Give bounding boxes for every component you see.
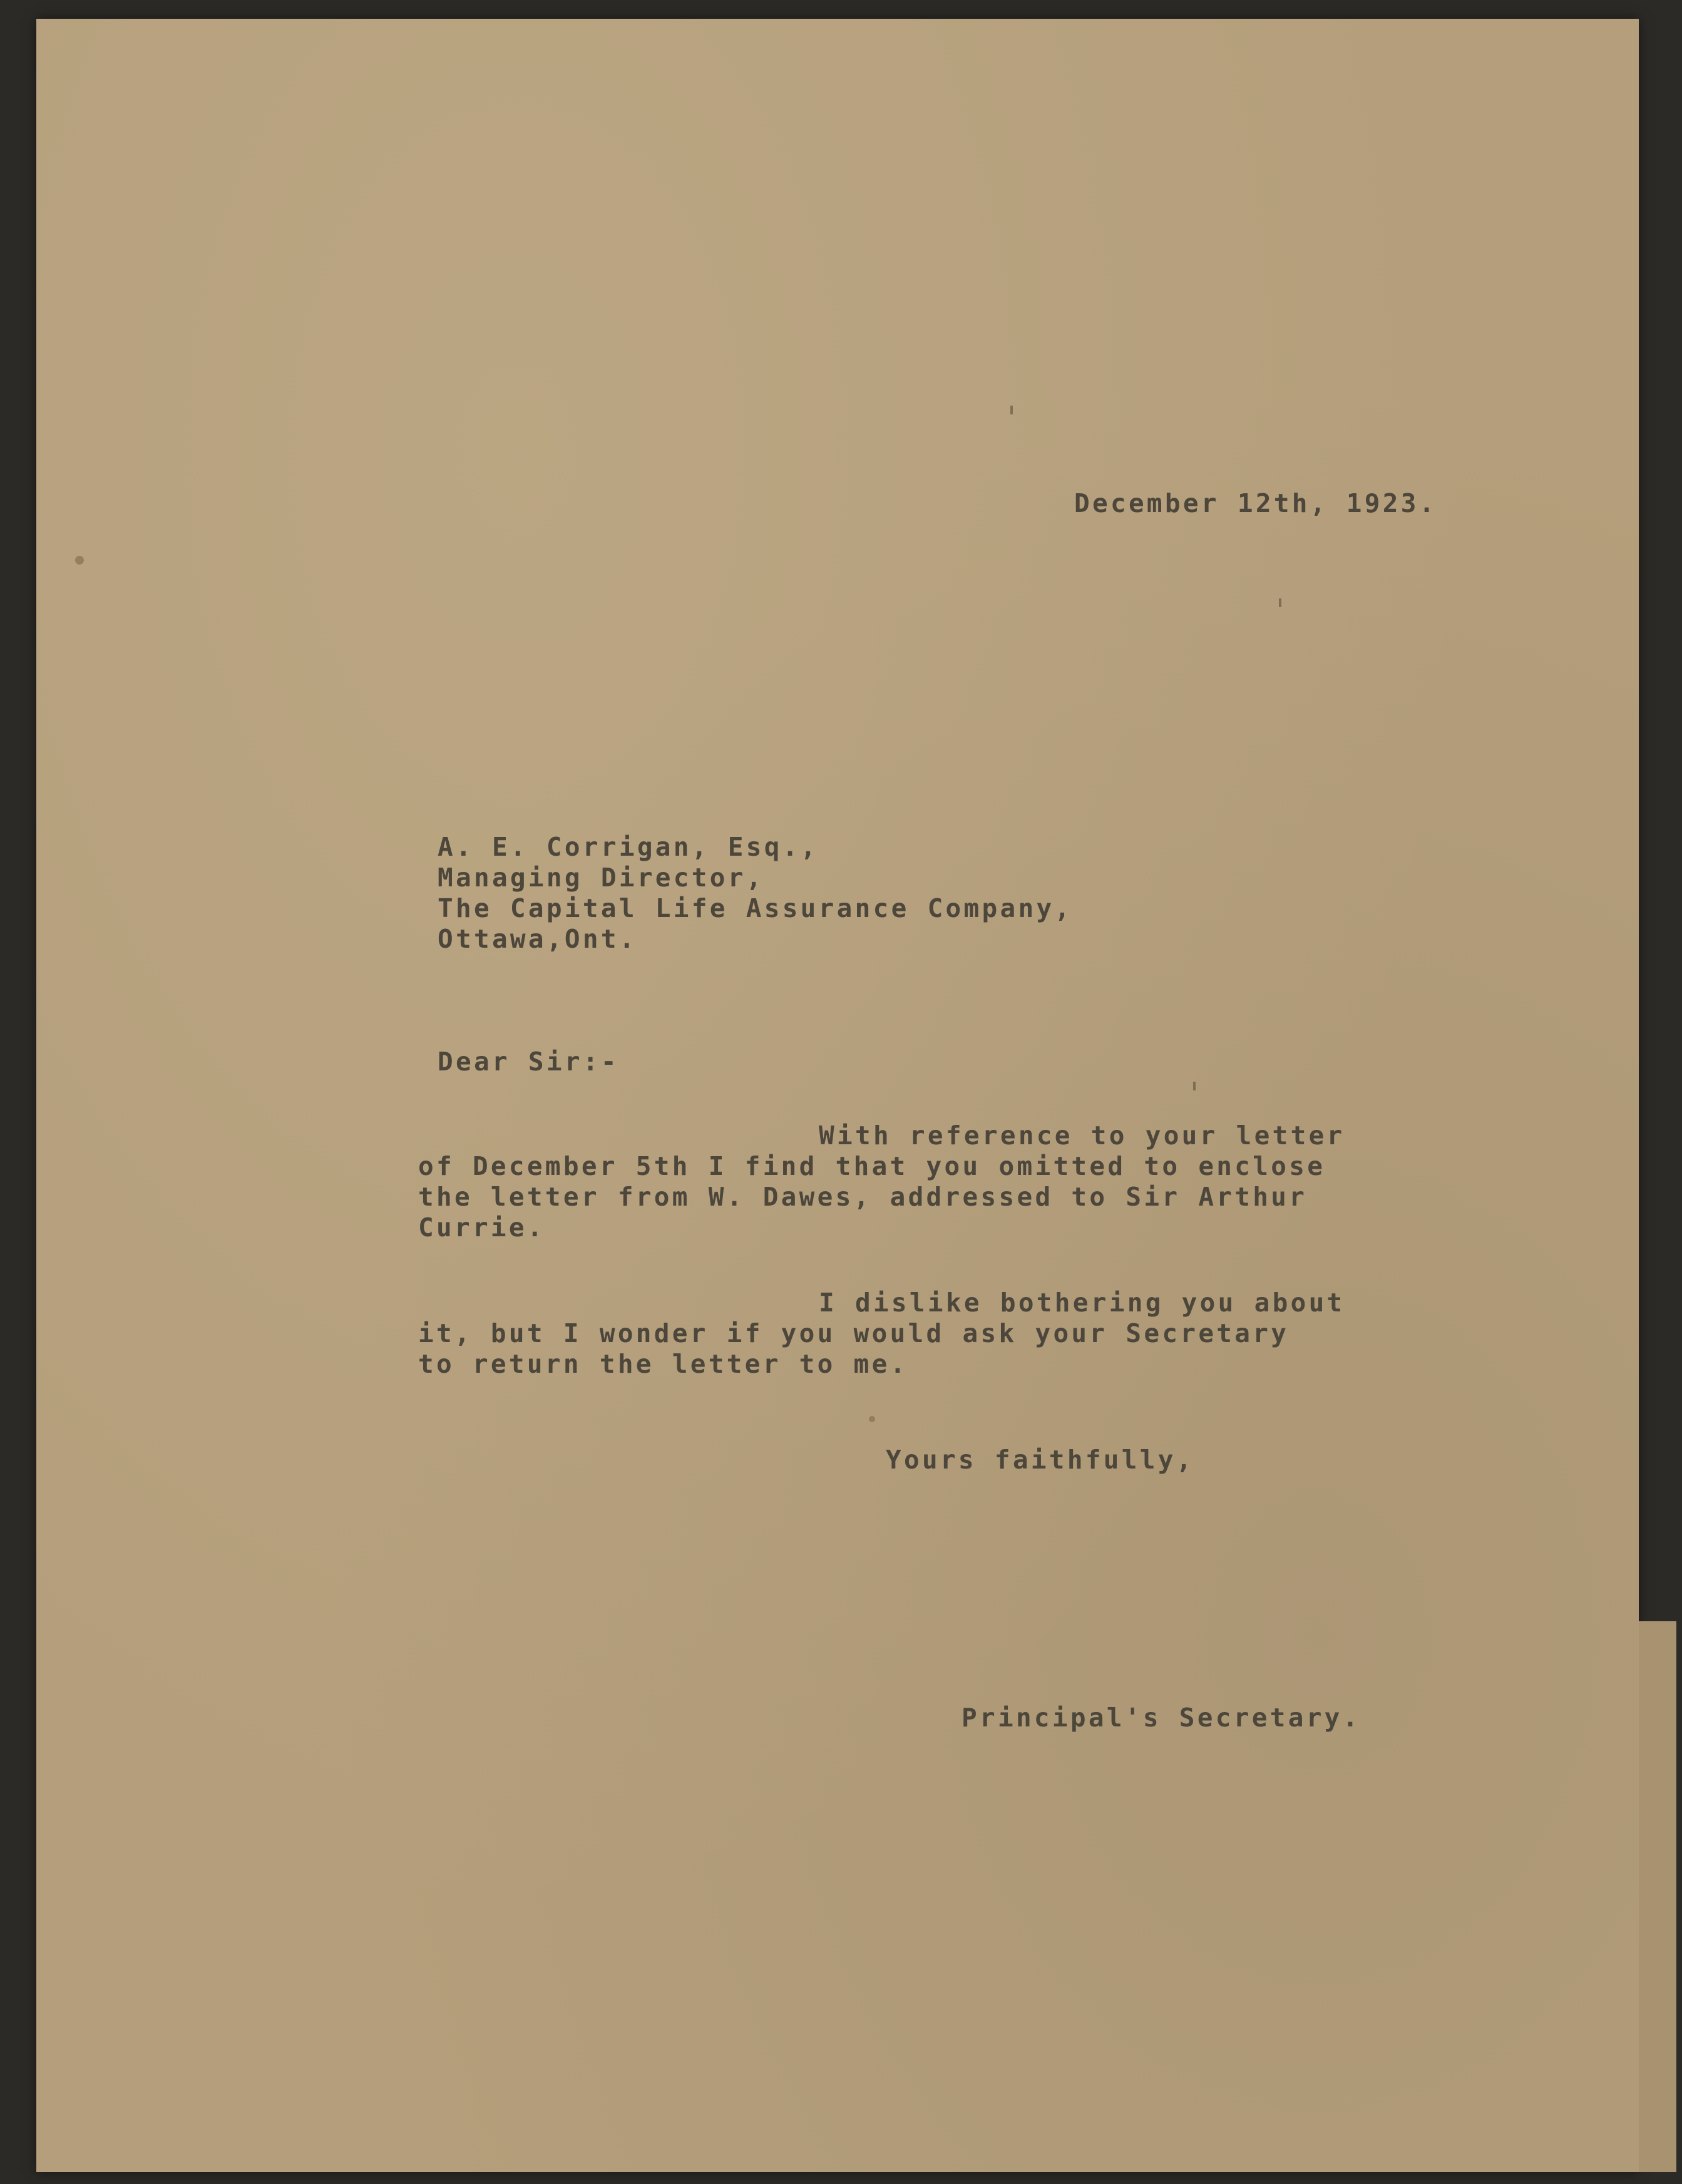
letter-sheet	[36, 19, 1639, 2172]
recipient-title: Managing Director,	[438, 863, 764, 893]
recipient-company: The Capital Life Assurance Company,	[438, 893, 1073, 923]
paragraph-line: to return the letter to me.	[418, 1349, 908, 1379]
paragraph-line: it, but I wonder if you would ask your Secretary	[418, 1318, 1290, 1348]
paragraph-line: the letter from W. Dawes, addressed to Sir Arthur	[418, 1182, 1308, 1212]
signature: Principal's Secretary.	[962, 1703, 1361, 1733]
closing: Yours faithfully,	[886, 1445, 1194, 1475]
paper-spot	[869, 1416, 875, 1422]
recipient-city: Ottawa,Ont.	[438, 924, 637, 954]
recipient-name: A. E. Corrigan, Esq.,	[438, 832, 819, 862]
paper-spot	[75, 556, 84, 565]
letter-date: December 12th, 1923.	[1074, 488, 1437, 518]
paper-mark	[1193, 1082, 1196, 1090]
paper-mark	[1010, 406, 1013, 414]
salutation: Dear Sir:-	[438, 1047, 619, 1077]
paragraph-line: I dislike bothering you about	[819, 1288, 1345, 1318]
paragraph-line: of December 5th I find that you omitted to enclose	[418, 1151, 1326, 1181]
paragraph-line: With reference to your letter	[819, 1120, 1345, 1151]
paper-mark	[1279, 598, 1281, 607]
paragraph-line: Currie.	[418, 1212, 545, 1243]
paper-edge	[1639, 1621, 1676, 2172]
